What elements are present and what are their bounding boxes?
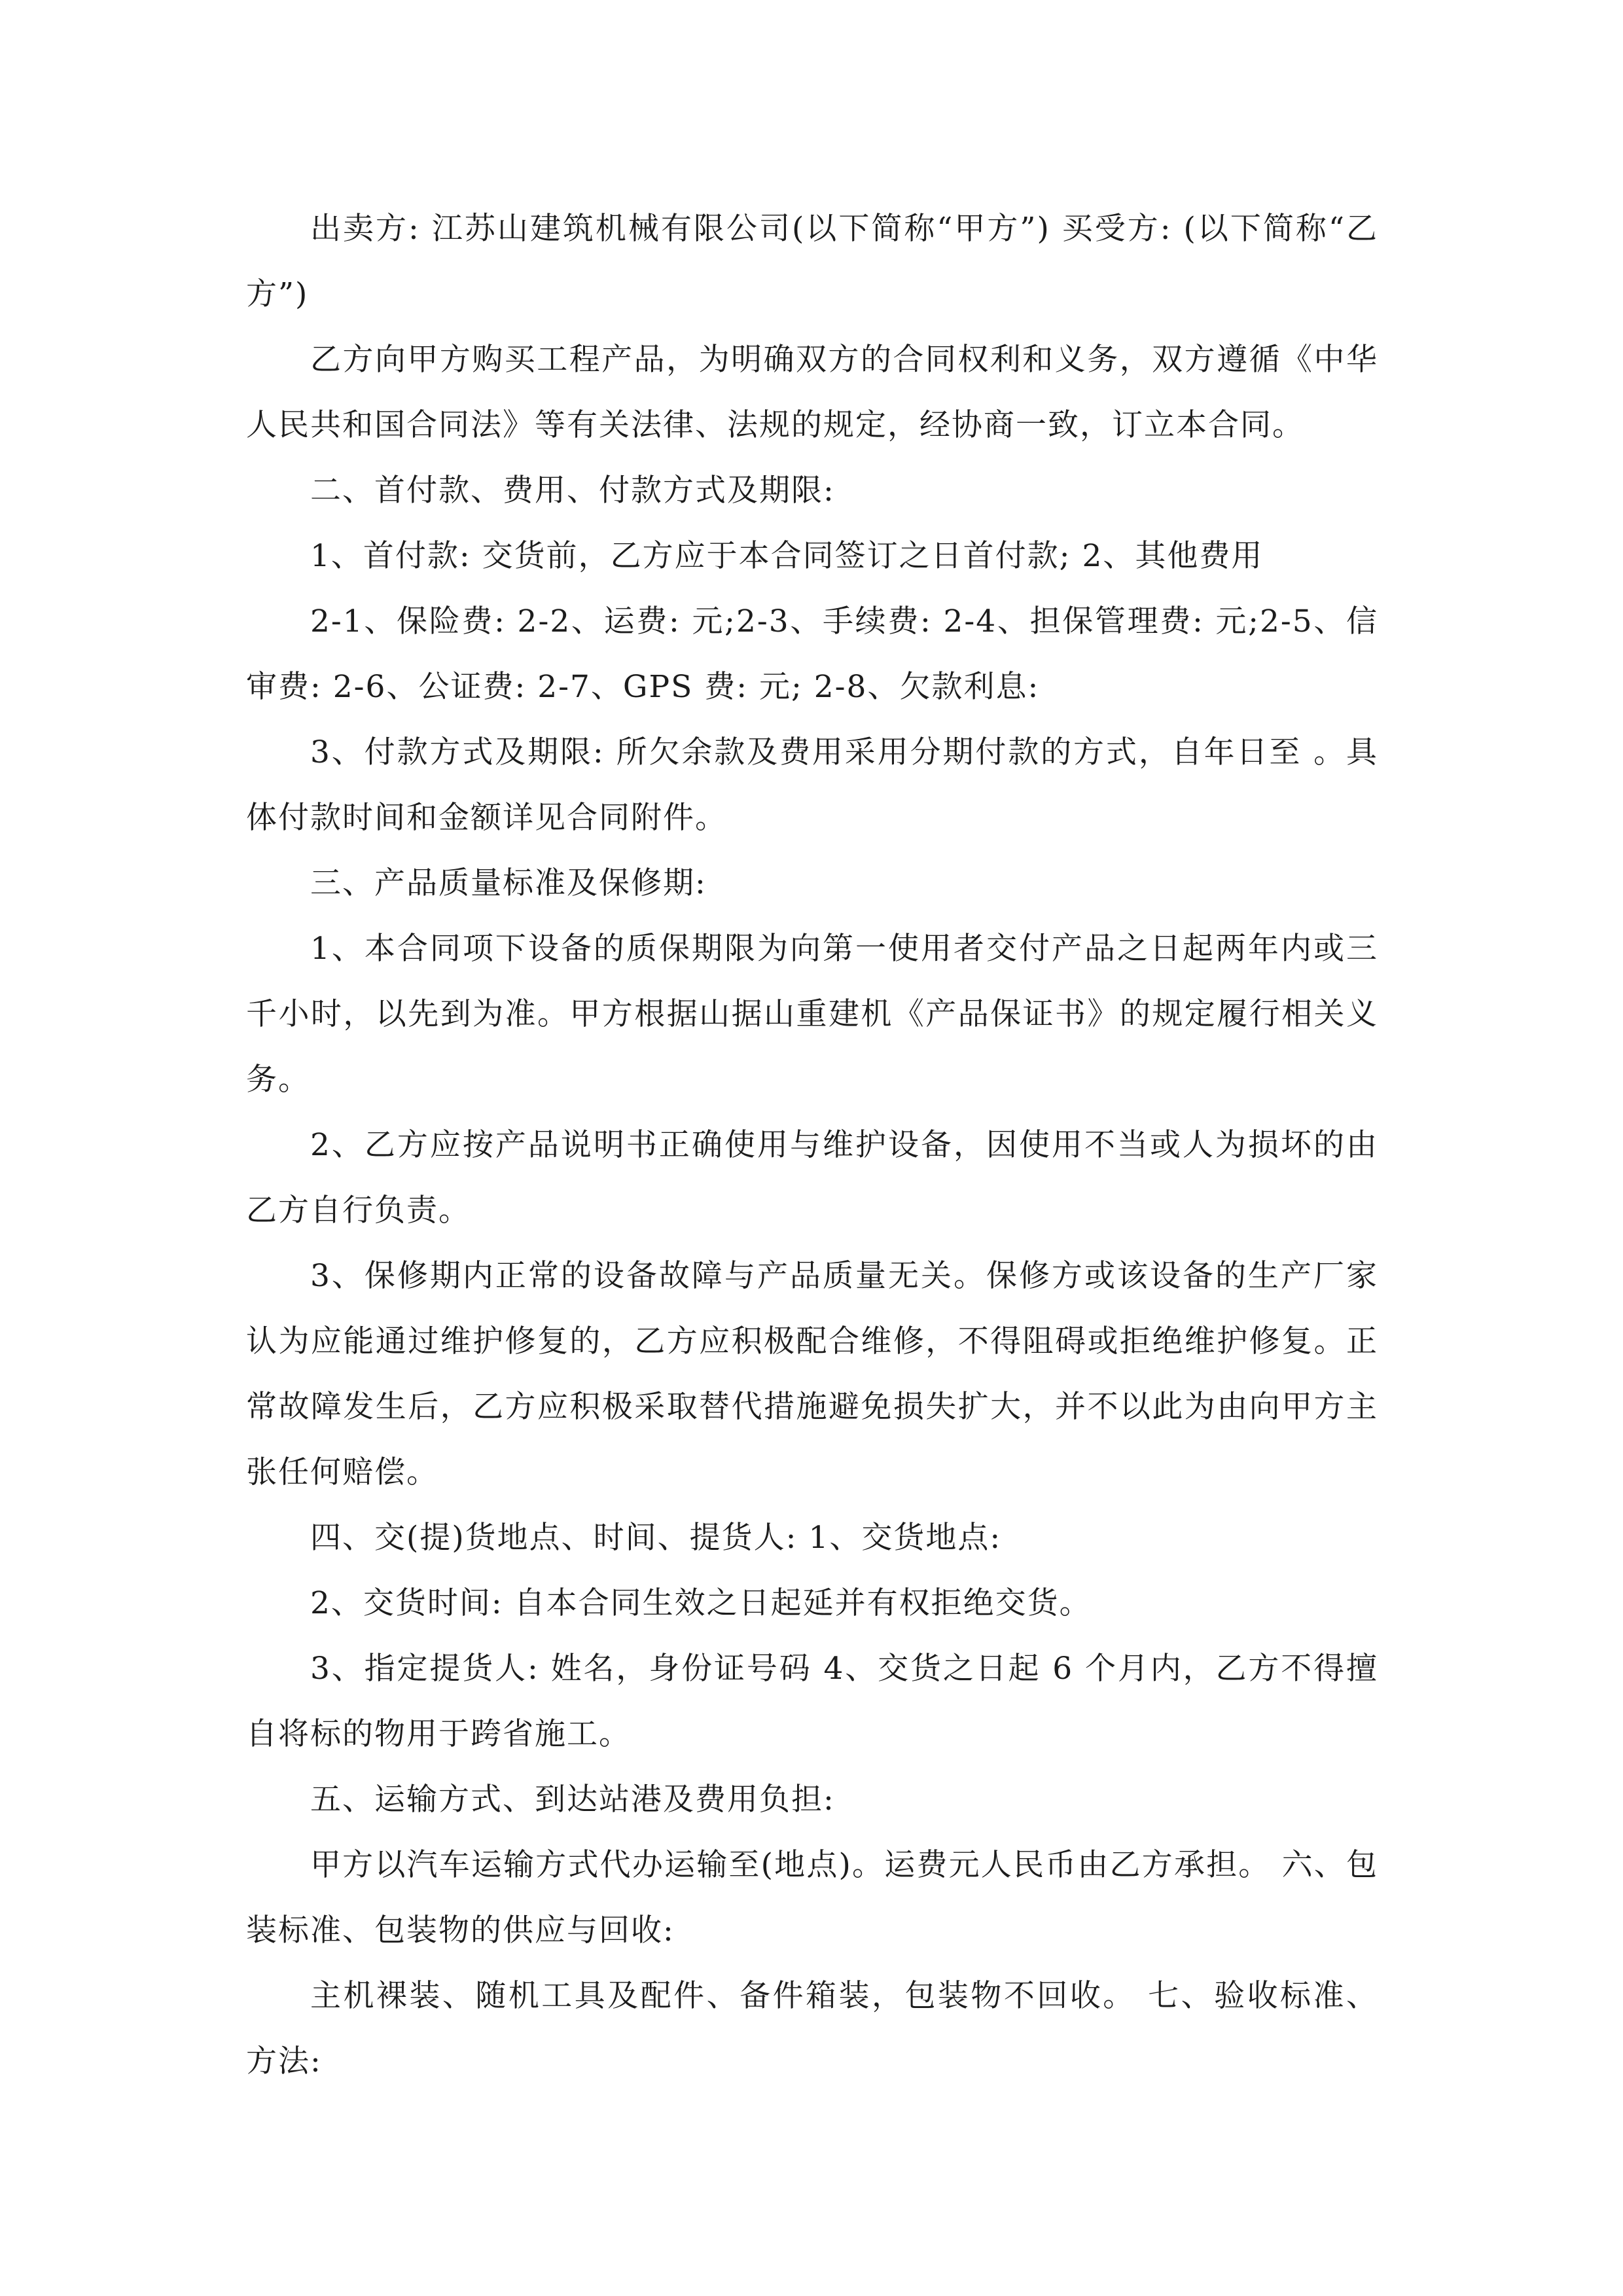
heading-section-2: 二、首付款、费用、付款方式及期限: bbox=[310, 473, 835, 509]
heading-section-3: 三、产品质量标准及保修期: bbox=[310, 865, 707, 901]
paragraph-payment-terms: 3、付款方式及期限: 所欠余款及费用采用分期付款的方式，自年日至 。具体付款时间和金额详见合同附件。 bbox=[246, 734, 1378, 836]
paragraph-pickup-person: 3、指定提货人: 姓名，身份证号码 4、交货之日起 6 个月内，乙方不得擅自将标的物用于跨省施工。 bbox=[246, 1651, 1378, 1752]
document-body bbox=[246, 196, 1378, 2094]
paragraph-preamble: 乙方向甲方购买工程产品，为明确双方的合同权利和义务，双方遵循《中华人民共和国合同法》等有关法律、法规的规定，经协商一致，订立本合同。 bbox=[246, 342, 1378, 443]
paragraph-normal-faults: 3、保修期内正常的设备故障与产品质量无关。保修方或该设备的生产厂家认为应能通过维护修复的，乙方应积极配合维修，不得阻碍或拒绝维护修复。正常故障发生后，乙方应积极采取替代措施避免损失扩大，并不以此为由向甲方主张任何赔偿。 bbox=[246, 1258, 1378, 1490]
paragraph-fees: 2-1、保险费: 2-2、运费: 元;2-3、手续费: 2-4、担保管理费: 元;2-5、信审费: 2-6、公证费: 2-7、GPS 费: 元; 2-8、欠款利息: bbox=[246, 603, 1378, 705]
paragraph-warranty-period: 1、本合同项下设备的质保期限为向第一使用者交付产品之日起两年内或三千小时，以先到为准。甲方根据山据山重建机《产品保证书》的规定履行相关义务。 bbox=[246, 931, 1378, 1098]
paragraph-packaging: 主机裸装、随机工具及配件、备件箱装，包装物不回收。 七、验收标准、方法: bbox=[246, 1978, 1378, 2079]
paragraph-transport: 甲方以汽车运输方式代办运输至(地点)。运费元人民币由乙方承担。 六、包装标准、包装物的供应与回收: bbox=[246, 1847, 1378, 1948]
paragraph-parties: 出卖方: 江苏山建筑机械有限公司(以下简称“甲方”) 买受方: (以下简称“乙方”) bbox=[246, 211, 1378, 312]
heading-section-4: 四、交(提)货地点、时间、提货人: 1、交货地点: bbox=[310, 1520, 1002, 1556]
heading-section-5: 五、运输方式、到达站港及费用负担: bbox=[310, 1782, 835, 1818]
paragraph-delivery-time: 2、交货时间: 自本合同生效之日起延并有权拒绝交货。 bbox=[310, 1585, 1092, 1621]
paragraph-proper-use: 2、乙方应按产品说明书正确使用与维护设备，因使用不当或人为损坏的由乙方自行负责。 bbox=[246, 1127, 1378, 1229]
paragraph-down-payment: 1、首付款: 交货前，乙方应于本合同签订之日首付款; 2、其他费用 bbox=[310, 538, 1264, 574]
